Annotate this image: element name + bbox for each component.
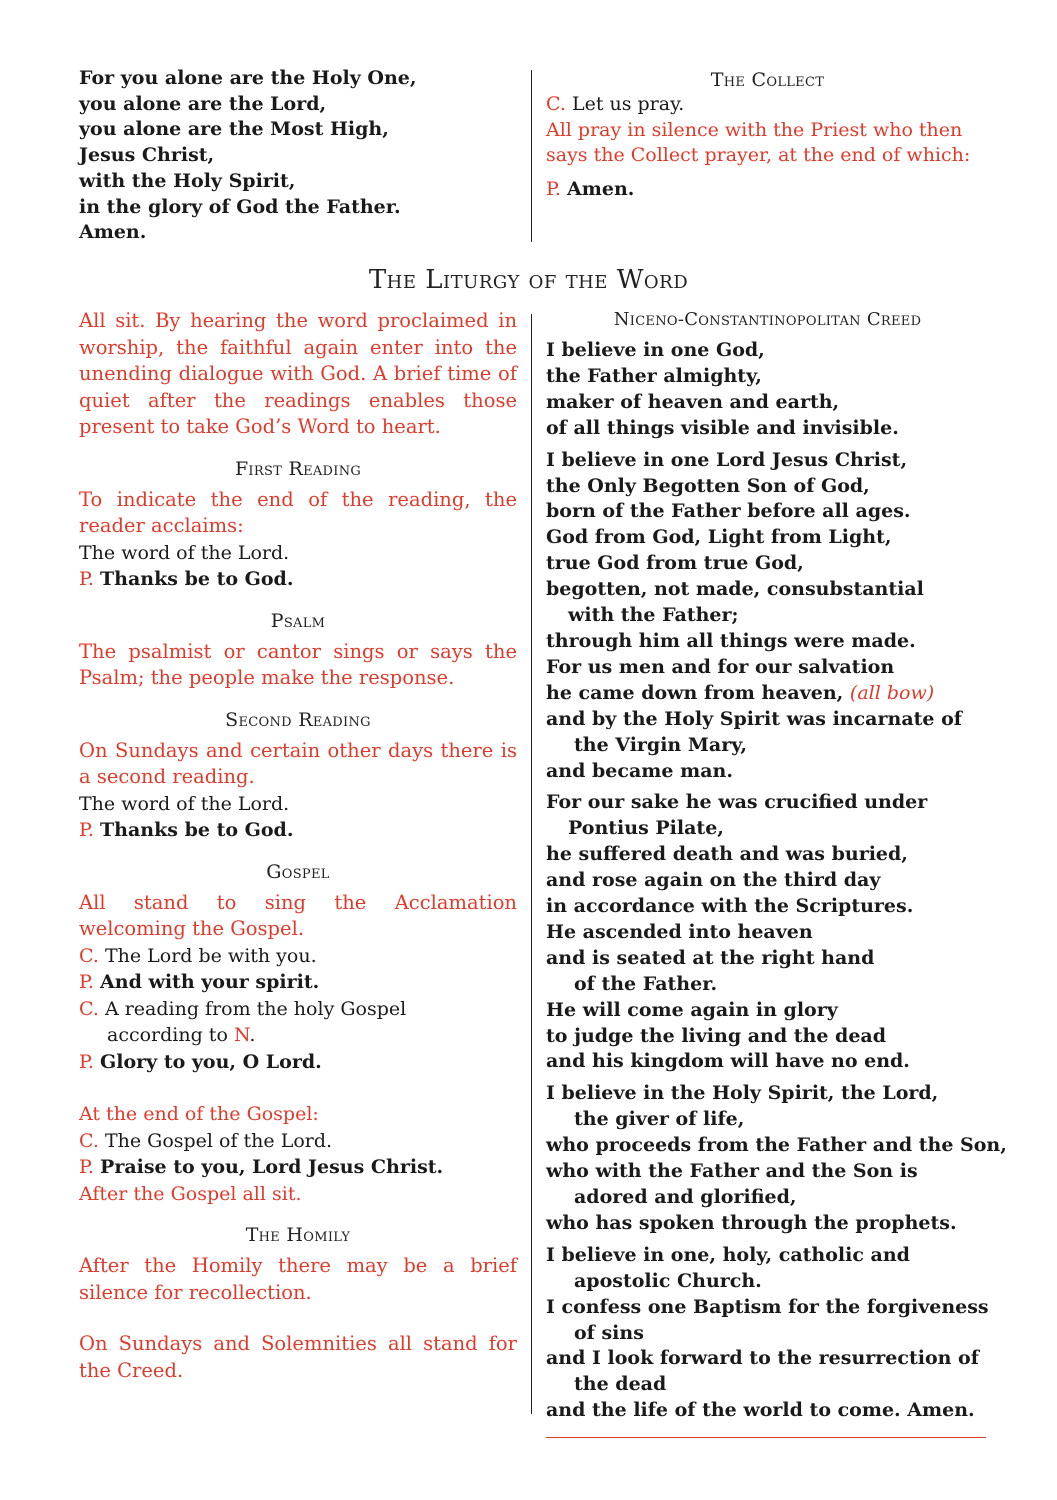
intro-rubric: All sit. By hearing the word proclaimed in worship, the faithful again enter into the unending dialogue with God. A brief time of quiet after the readings enables those present to take God’s Word to heart. [79,309,517,438]
second-reading-response [79,817,517,844]
people-label: P. [79,819,94,841]
creed-stanza [546,1081,1007,1236]
creed-line: I confess one Baptism for the forgiveness [546,1295,989,1318]
creed-line: He ascended into heaven [546,920,813,943]
creed-line: and his kingdom will have no end. [546,1050,910,1073]
creed-line: of sins [574,1321,644,1344]
gospel-after-rubric: After the Gospel all sit. [79,1182,302,1205]
creed-text [546,338,1007,1424]
collect-response-text: Amen. [567,178,635,201]
gospel-p3-text: Praise to you, Lord Jesus Christ. [100,1156,444,1178]
gospel-p1-text: And with your spirit. [100,971,320,993]
creed-line: I believe in one God, [546,339,765,361]
psalm-heading: Psalm [270,609,326,632]
gospel-dialogue-p1 [79,969,517,996]
creed-line [546,681,989,707]
creed-line: I believe in one, holy, catholic and [546,1243,910,1266]
gloria-line: you alone are the Lord, [79,92,327,115]
creed-line: the Virgin Mary, [574,733,748,756]
gospel-c2-cont-text: according to [107,1024,228,1046]
creed-line: the Father almighty, [546,364,762,387]
first-reading-acclamation: The word of the Lord. [79,541,290,564]
column-divider [531,70,532,242]
creed-line: I believe in the Holy Spirit, the Lord, [546,1082,939,1105]
people-label: P. [79,971,94,993]
section-title: The Liturgy of the Word [368,265,689,295]
second-reading-acclamation: The word of the Lord. [79,792,290,815]
creed-line: For us men and for our salvation [546,655,895,678]
gloria-line: you alone are the Most High, [79,118,389,141]
creed-line: and I look forward to the resurrection of [546,1347,979,1370]
collect-section [546,66,989,203]
second-reading-response-text: Thanks be to God. [100,819,294,841]
collect-invitation [546,92,989,118]
creed-line: to judge the living and the dead [546,1024,887,1047]
creed-line: of all things visible and invisible. [546,416,899,439]
homily-rubric: After the Homily there may be a brief silence for recollection. [79,1254,517,1304]
people-label: P. [79,1156,94,1178]
creed-line: God from God, Light from Light, [546,526,892,549]
creed-line: the giver of life, [574,1108,745,1131]
creed-rubric: On Sundays and Solemnities all stand for the Creed. [79,1332,517,1382]
creed-line: the Only Begotten Son of God, [546,474,870,497]
creed-line: true God from true God, [546,552,804,575]
gospel-c1-text: The Lord be with you. [104,944,317,967]
creed-line: He will come again in glory [546,998,838,1021]
collect-response [546,177,989,203]
creed-line: who proceeds from the Father and the Son, [546,1134,1007,1157]
first-reading-rubric: To indicate the end of the reading, the reader acclaims: [79,487,517,537]
gloria-line: with the Holy Spirit, [79,169,296,192]
creed-line: apostolic Church. [574,1269,762,1292]
gospel-c3-text: The Gospel of the Lord. [104,1129,333,1152]
second-reading-rubric: On Sundays and certain other days there is a second reading. [79,738,517,788]
creed-line: and by the Holy Spirit was incarnate of [546,707,962,730]
top-section [79,66,989,246]
people-label: P. [79,1050,94,1073]
creed-stanza [546,1243,989,1424]
creed-line: of the Father. [574,972,718,995]
gospel-dialogue-p2 [79,1049,517,1076]
creed-line: through him all things were made. [546,629,916,652]
creed-line: the dead [574,1373,667,1396]
creed-stanza [546,448,989,785]
gospel-c2-text: A reading from the holy Gospel [104,997,407,1020]
liturgy-left-column [79,308,517,1384]
celebrant-label: C. [79,997,99,1020]
creed-line: and rose again on the third day [546,869,881,892]
creed-line: who with the Father and the Son is [546,1160,918,1183]
creed-stanza [546,338,989,442]
celebrant-label: C. [79,1129,99,1152]
psalm-rubric: The psalmist or cantor sings or says the Psalm; the people make the response. [79,639,517,689]
first-reading-response [79,566,517,593]
creed-line: adored and glorified, [574,1186,797,1208]
gloria-line: Jesus Christ, [79,144,215,167]
people-label: P. [79,568,94,590]
gloria-line: in the glory of God the Father. [79,195,401,218]
creed-stanza [546,790,989,1075]
creed-line: I believe in one Lord Jesus Christ, [546,448,908,471]
bow-rubric: (all bow) [849,681,935,704]
gospel-dialogue-c1 [79,943,517,970]
gospel-end-rubric: At the end of the Gospel: [79,1103,319,1125]
gospel-rubric: All stand to sing the Acclamation welcoming the Gospel. [79,890,517,940]
first-reading-heading: First Reading [234,457,362,480]
creed-line: Pontius Pilate, [568,817,724,840]
creed-line: For our sake he was crucified under [546,791,928,814]
section-title-wrap [0,264,1057,296]
collect-invitation-text: Let us pray. [571,93,685,115]
gloria-line: For you alone are the Holy One, [79,67,417,89]
end-rule [546,1437,986,1438]
collect-rubric-line: All pray in silence with the Priest who then [546,118,963,141]
gospel-c2-period: . [249,1024,256,1046]
celebrant-label: C. [79,944,99,967]
creed-line: and became man. [546,759,733,782]
creed-line: he suffered death and was buried, [546,843,908,866]
people-label: P. [546,178,561,201]
creed-column [546,308,1007,1424]
homily-heading: The Homily [245,1224,351,1246]
gloria-line: Amen. [79,221,147,244]
collect-rubric-line: says the Collect prayer, at the end of which: [546,144,971,167]
celebrant-label: C. [546,93,566,115]
creed-heading: Niceno-Constantinopolitan Creed [613,309,922,330]
creed-line: begotten, not made, consubstantial [546,578,924,601]
creed-line: in accordance with the Scriptures. [546,895,914,918]
creed-line: and the life of the world to come. Amen. [546,1399,975,1422]
gospel-dialogue-c2-cont [79,1022,517,1049]
gospel-dialogue-p3 [79,1154,517,1181]
collect-heading: The Collect [710,69,825,91]
creed-line: born of the Father before all ages. [546,500,911,523]
creed-line: maker of heaven and earth, [546,390,840,413]
second-reading-heading: Second Reading [225,708,371,731]
gospel-dialogue-c2 [79,996,517,1023]
creed-line: who has spoken through the prophets. [546,1211,957,1234]
creed-line: and is seated at the right hand [546,946,875,969]
creed-line: with the Father; [568,604,739,627]
creed-line-text: he came down from heaven, [546,681,844,704]
gospel-heading: Gospel [266,860,330,883]
column-divider [531,314,532,1414]
gospel-dialogue-c3 [79,1128,517,1155]
first-reading-response-text: Thanks be to God. [100,568,294,590]
gospel-name-placeholder: N [233,1024,250,1046]
gloria-ending [79,66,529,246]
gospel-p2-text: Glory to you, O Lord. [100,1050,322,1073]
